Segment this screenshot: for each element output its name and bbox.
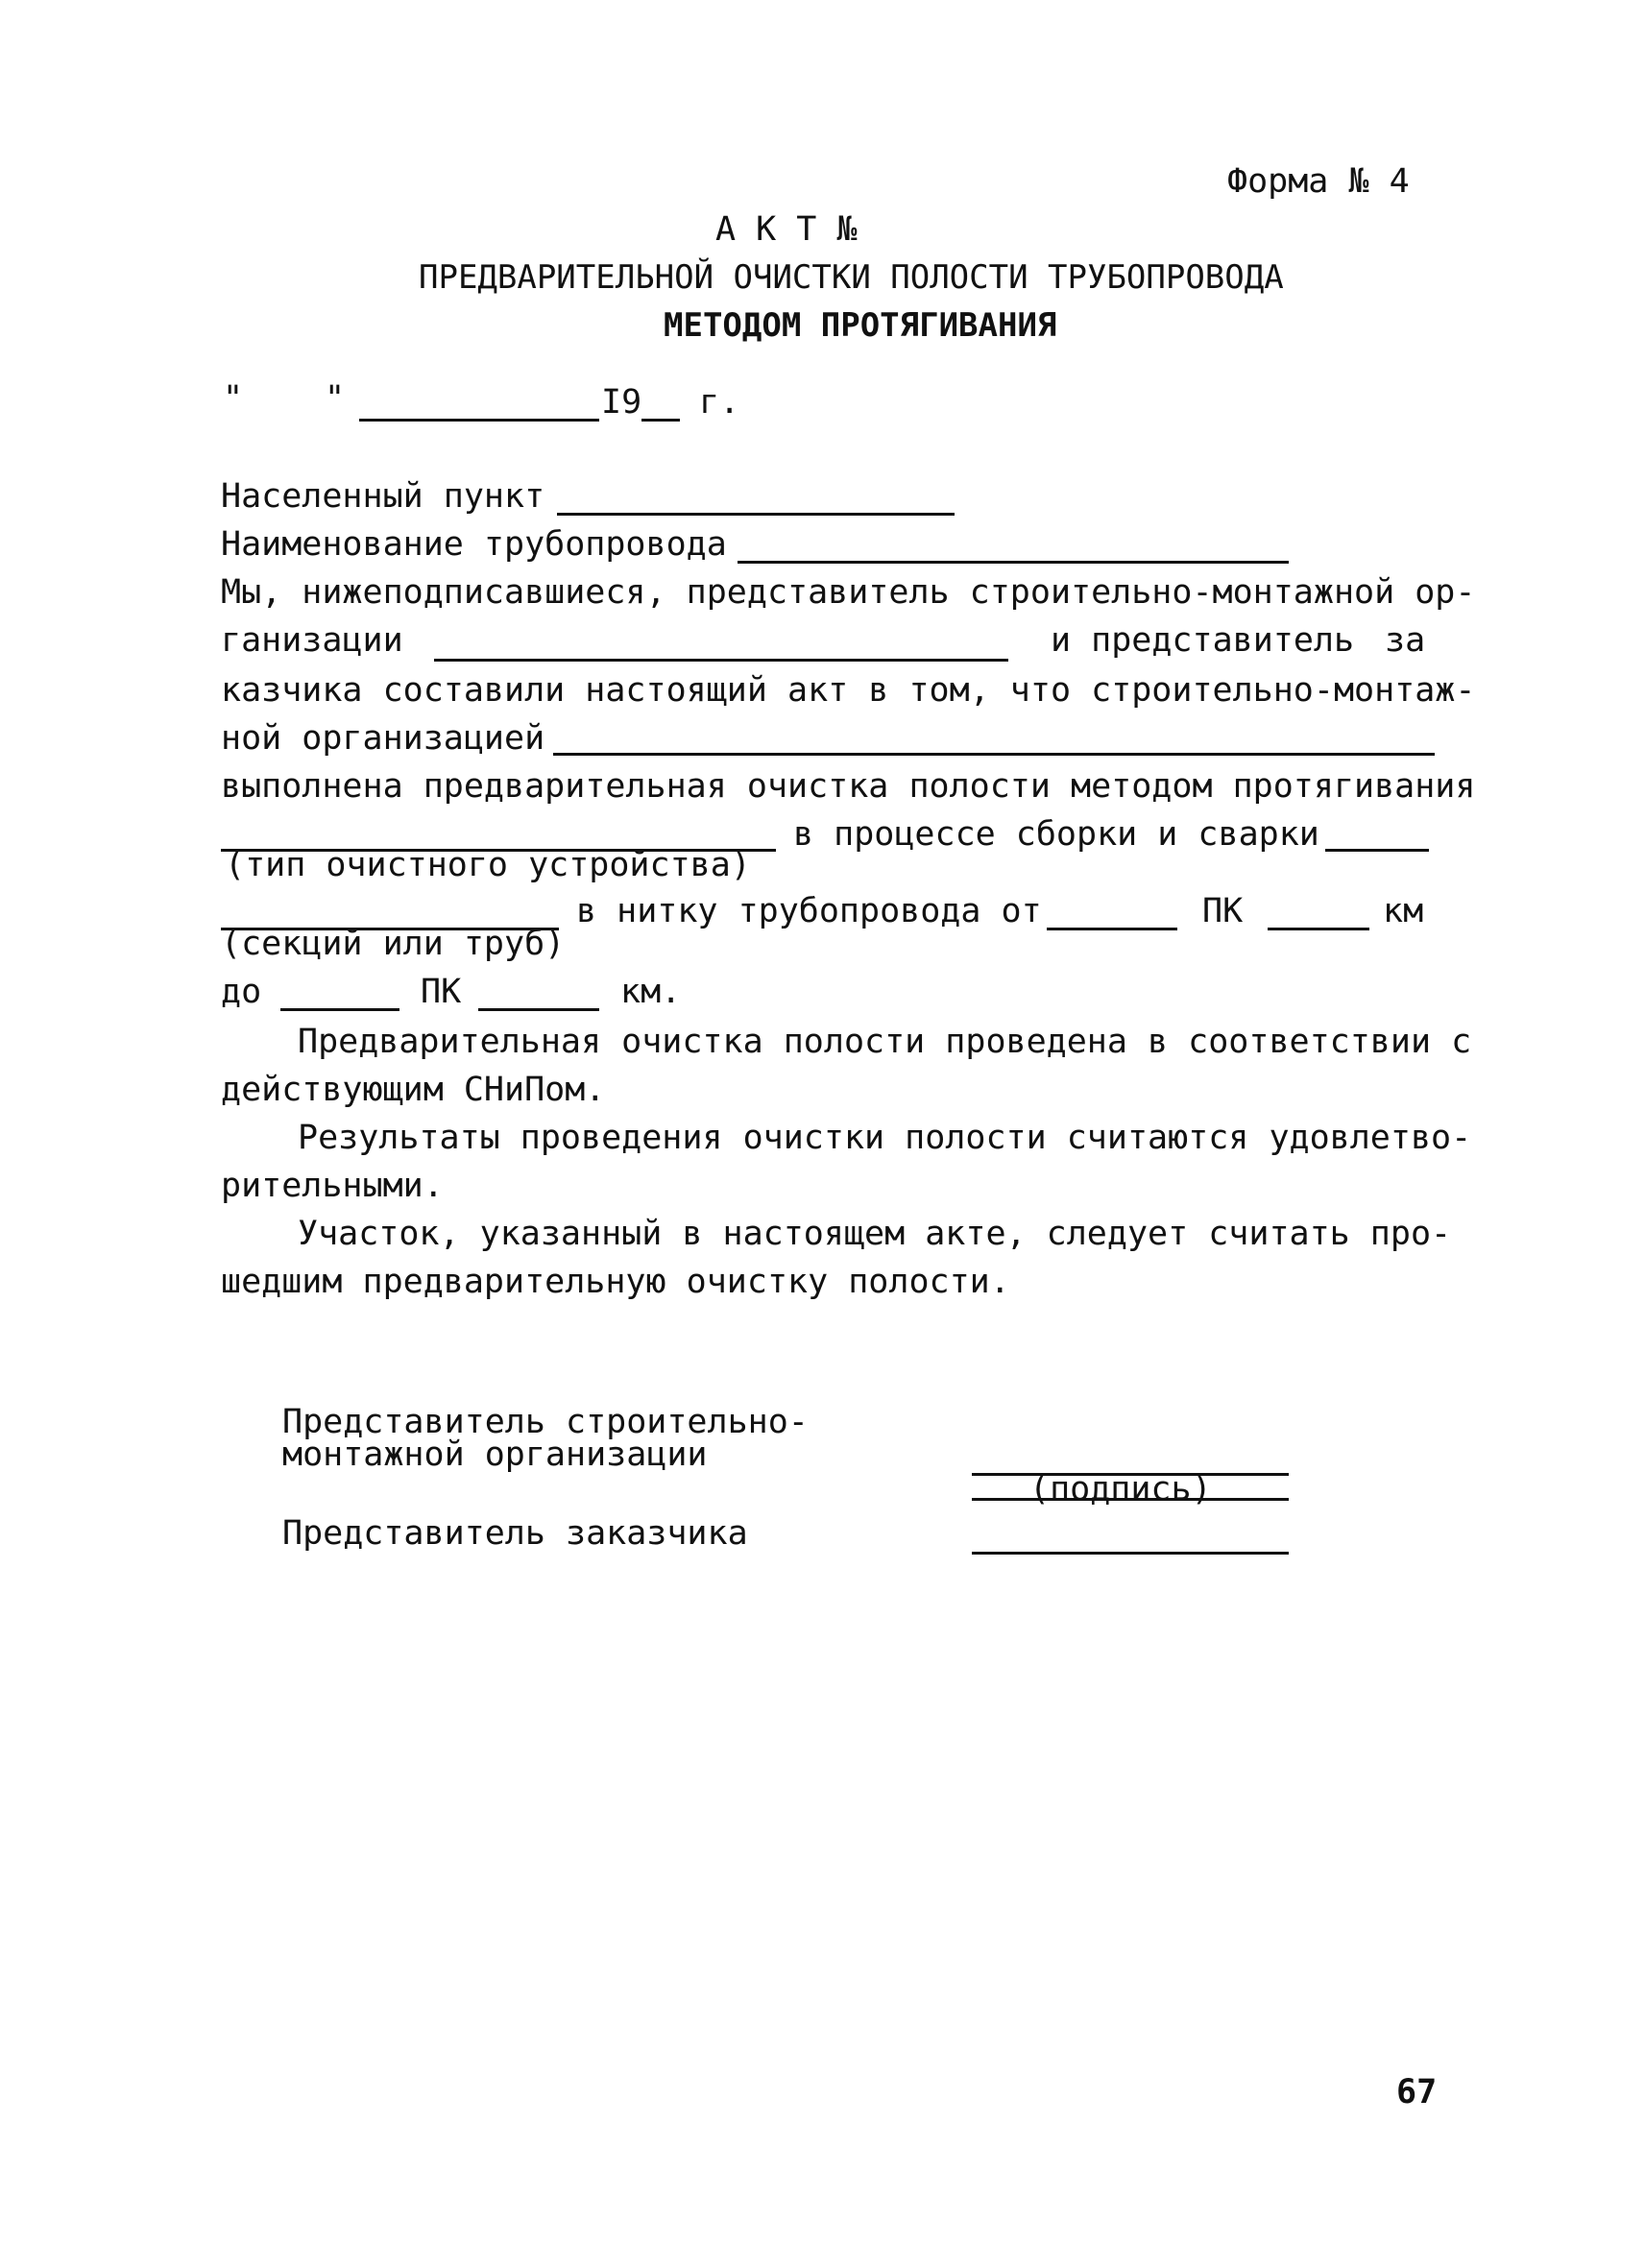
body-line: в процессе сборки и сварки (793, 815, 1319, 854)
act-method: МЕТОДОМ ПРОТЯГИВАНИЯ (664, 306, 1057, 345)
body-line: и представитель (1051, 621, 1355, 660)
year-blank[interactable] (641, 419, 680, 422)
pipeline-label: Наименование трубопровода (221, 525, 727, 564)
to-km-field[interactable] (478, 1008, 599, 1011)
contractor-org-field[interactable] (434, 659, 1008, 662)
customer-signature-field[interactable] (972, 1552, 1289, 1555)
body-line: км. (620, 973, 682, 1011)
paragraph-line: действующим СНиПом. (221, 1071, 606, 1109)
body-line: за (1385, 621, 1426, 660)
paragraph-line: рительными. (221, 1167, 444, 1205)
device-type-caption: (тип очистного устройства) (225, 846, 751, 884)
settlement-field[interactable] (557, 513, 955, 516)
paragraph-line: шедшим предварительную очистку полости. (221, 1263, 1010, 1301)
paragraph-line: Участок, указанный в настоящем акте, следует считать про- (298, 1215, 1452, 1253)
paragraph-line: Результаты проведения очистки полости считаются удовлетво- (298, 1119, 1472, 1157)
executing-org-field[interactable] (553, 753, 1435, 756)
settlement-label: Населенный пункт (221, 477, 545, 516)
body-line: км (1383, 892, 1424, 930)
signature-line-divider (972, 1498, 1289, 1501)
from-pk-field[interactable] (1047, 928, 1177, 930)
sections-caption: (секций или труб) (221, 925, 566, 963)
customer-rep-label: Представитель заказчика (282, 1514, 748, 1553)
page-number: 67 (1396, 2073, 1438, 2111)
body-line: выполнена предварительная очистка полости методом протягивания (221, 767, 1476, 806)
from-km-field[interactable] (1268, 928, 1369, 930)
date-year-prefix: I9 (601, 383, 642, 422)
contractor-rep-label: монтажной организации (282, 1436, 708, 1474)
body-line: ПК (1202, 892, 1244, 930)
paragraph-line: Предварительная очистка полости проведена в соответствии с (298, 1023, 1472, 1061)
act-title: А К Т № (715, 210, 858, 249)
to-pk-field[interactable] (280, 1008, 399, 1011)
date-quote-open: " (223, 379, 244, 418)
date-quote-close: " (325, 379, 346, 418)
act-subtitle: ПРЕДВАРИТЕЛЬНОЙ ОЧИСТКИ ПОЛОСТИ ТРУБОПРОВОДА (419, 258, 1284, 297)
body-line: ганизации (221, 621, 403, 660)
body-line: Мы, нижеподписавшиеся, представитель строительно-монтажной ор- (221, 573, 1476, 612)
date-blank[interactable] (359, 419, 599, 422)
body-line: до (221, 973, 262, 1011)
assembly-field[interactable] (1325, 849, 1429, 852)
body-line: ной организацией (221, 719, 545, 758)
contractor-rep-label: Представитель строительно- (282, 1403, 809, 1441)
date-year-suffix: г. (699, 383, 740, 422)
body-line: казчика составили настоящий акт в том, что строительно-монтаж- (221, 671, 1476, 710)
pipeline-name-field[interactable] (738, 561, 1289, 564)
form-number: Форма № 4 (1227, 162, 1410, 201)
body-line: ПК (421, 973, 462, 1011)
signature-caption: (подпись) (1029, 1470, 1212, 1508)
body-line: в нитку трубопровода от (576, 892, 1042, 930)
